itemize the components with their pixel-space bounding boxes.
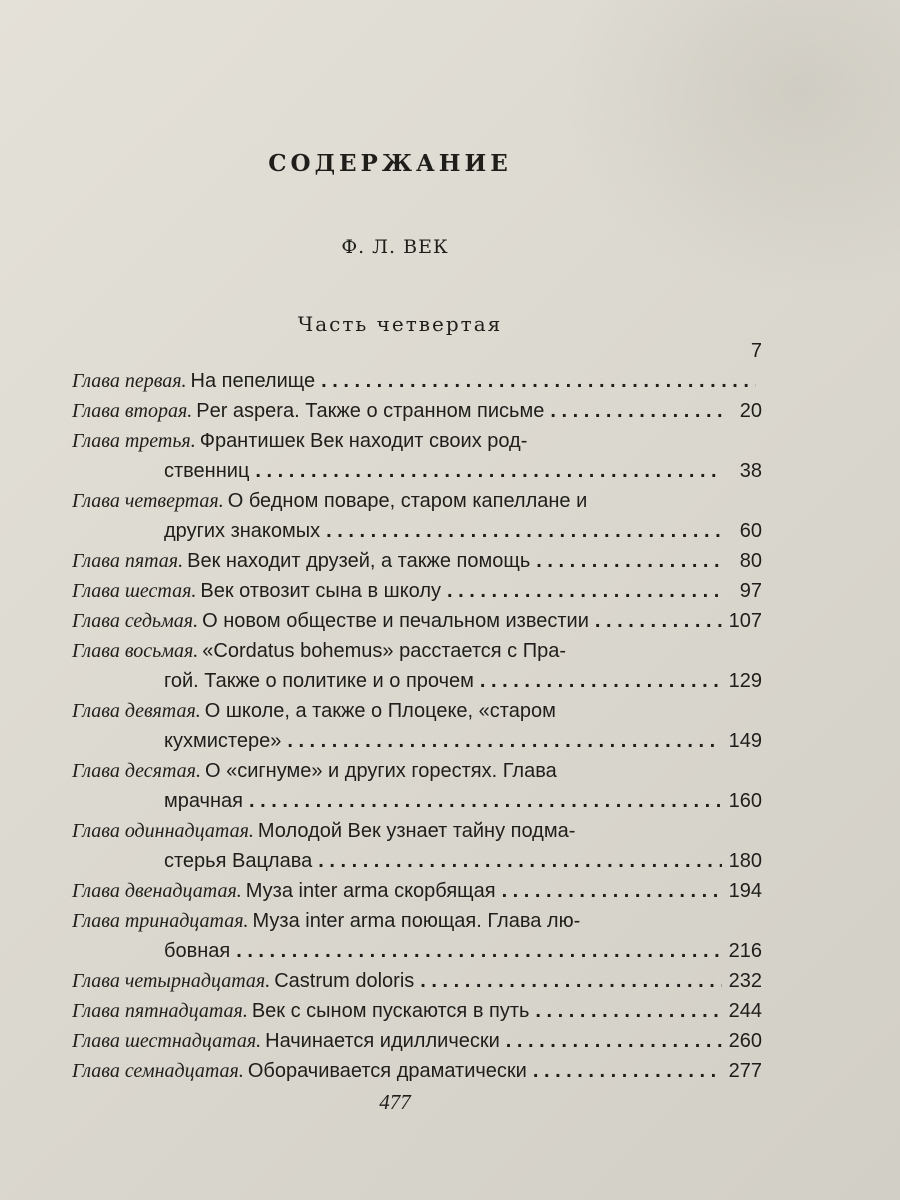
chapter-label: Глава третья.: [72, 430, 196, 452]
toc-entry: [72, 1060, 762, 1090]
author-name: Ф. Л. ВЕК: [341, 236, 449, 258]
toc-line: [72, 790, 762, 820]
leader-dots: [255, 460, 722, 483]
chapter-title: О «сигнуме» и других горестях. Глава: [204, 760, 557, 782]
toc-line: [72, 610, 762, 640]
toc-entry: [72, 490, 762, 550]
toc-page-number: 60: [739, 520, 762, 542]
chapter-title: О новом обществе и печальном известии: [202, 610, 589, 632]
chapter-label: Глава четырнадцатая.: [72, 970, 271, 992]
toc-entry: [72, 880, 762, 910]
chapter-label: Глава одиннадцатая.: [72, 820, 254, 842]
toc-line: [72, 520, 762, 550]
chapter-title: гой. Также о политике и о прочем: [164, 670, 474, 692]
toc-page-number: 107: [728, 610, 762, 632]
toc-page-number: 277: [728, 1060, 762, 1082]
toc-line: [72, 490, 762, 520]
toc-entry: [72, 550, 762, 580]
toc-entry: [72, 430, 762, 490]
leader-dots: [249, 790, 722, 813]
leader-dots: [533, 1060, 722, 1083]
chapter-label: Глава вторая.: [72, 400, 193, 422]
leader-dots: [550, 400, 722, 423]
chapter-label: Глава тринадцатая.: [72, 910, 249, 932]
toc-entry: [72, 580, 762, 610]
toc-entry: [72, 910, 762, 970]
toc-line: [72, 760, 762, 790]
leader-dots: [536, 550, 722, 573]
toc-page-number: 194: [728, 880, 762, 902]
toc-line: [72, 430, 762, 460]
leader-dots: [502, 880, 722, 903]
chapter-label: Глава восьмая.: [72, 640, 199, 662]
toc-page-number: 20: [739, 400, 762, 422]
chapter-title: других знакомых: [164, 520, 321, 542]
contents-heading: СОДЕРЖАНИЕ: [268, 150, 512, 177]
chapter-title: Castrum doloris: [274, 970, 415, 992]
chapter-title: Муза inter arma поющая. Глава лю-: [252, 910, 581, 932]
chapter-title: Оборачивается драматически: [247, 1060, 527, 1082]
toc-line: [72, 820, 762, 850]
chapter-title: О школе, а также о Плоцеке, «старом: [204, 700, 556, 722]
toc-line: [72, 340, 762, 370]
leader-dots: [318, 850, 722, 873]
toc-entry: [72, 1030, 762, 1060]
leader-dots: [506, 1030, 722, 1053]
chapter-title: Век находит друзей, а также помощь: [187, 550, 531, 572]
leader-dots: [321, 370, 756, 393]
chapter-label: Глава семнадцатая.: [72, 1060, 244, 1082]
toc-entry: [72, 1000, 762, 1030]
toc-line: [72, 850, 762, 880]
toc-line: [72, 460, 762, 490]
toc-line: [72, 550, 762, 580]
toc-entry: [72, 700, 762, 760]
chapter-label: Глава первая.: [72, 370, 187, 392]
toc-entry: [72, 820, 762, 880]
toc-page-number: 149: [728, 730, 762, 752]
leader-dots: [595, 610, 722, 633]
table-of-contents: [72, 340, 762, 1090]
toc-entry: [72, 400, 762, 430]
chapter-label: Глава десятая.: [72, 760, 201, 782]
chapter-label: Глава пятнадцатая.: [72, 1000, 248, 1022]
toc-page-number: 180: [728, 850, 762, 872]
chapter-title: Per aspera. Также о странном письме: [196, 400, 545, 422]
toc-line: [72, 730, 762, 760]
chapter-title: Начинается идиллически: [265, 1030, 500, 1052]
leader-dots: [420, 970, 722, 993]
leader-dots: [447, 580, 722, 603]
toc-line: [72, 640, 762, 670]
toc-line: [72, 940, 762, 970]
toc-line: [72, 700, 762, 730]
chapter-title: Век отвозит сына в школу: [200, 580, 442, 602]
toc-page-number: 260: [728, 1030, 762, 1052]
chapter-label: Глава девятая.: [72, 700, 201, 722]
leader-dots: [287, 730, 722, 753]
toc-entry: [72, 640, 762, 700]
toc-line: [72, 580, 762, 610]
chapter-title: Франтишек Век находит своих род-: [199, 430, 528, 452]
chapter-title: Молодой Век узнает тайну подма-: [257, 820, 576, 842]
leader-dots: [535, 1000, 722, 1023]
chapter-title: мрачная: [164, 790, 243, 812]
chapter-title: Век с сыном пускаются в путь: [251, 1000, 530, 1022]
toc-page-number: 232: [728, 970, 762, 992]
toc-page-number: 97: [739, 580, 762, 602]
chapter-label: Глава шестнадцатая.: [72, 1030, 262, 1052]
leader-dots: [236, 940, 722, 963]
toc-entry: [72, 970, 762, 1000]
chapter-title: бовная: [164, 940, 231, 962]
leader-dots: [326, 520, 722, 543]
toc-line: [72, 1030, 762, 1060]
toc-line: [72, 970, 762, 1000]
toc-entry: [72, 610, 762, 640]
chapter-label: Глава пятая.: [72, 550, 184, 572]
toc-page-number: 7: [750, 340, 762, 362]
chapter-label: Глава шестая.: [72, 580, 197, 602]
toc-page-number: 80: [739, 550, 762, 572]
chapter-label: Глава четвертая.: [72, 490, 224, 512]
toc-page-number: 160: [728, 790, 762, 812]
toc-entry: [72, 760, 762, 820]
toc-line: [72, 910, 762, 940]
chapter-title: Муза inter arma скорбящая: [245, 880, 496, 902]
chapter-title: кухмистере»: [164, 730, 282, 752]
chapter-label: Глава седьмая.: [72, 610, 199, 632]
toc-entry: [72, 340, 762, 400]
toc-line: [72, 400, 762, 430]
toc-page-number: 38: [739, 460, 762, 482]
toc-page-number: 129: [728, 670, 762, 692]
toc-page-number: 244: [728, 1000, 762, 1022]
toc-line: [72, 1060, 762, 1090]
chapter-title: На пепелище: [190, 370, 316, 392]
chapter-title: О бедном поваре, старом капеллане и: [227, 490, 588, 512]
chapter-title: стерья Вацлава: [164, 850, 313, 872]
toc-line: [72, 880, 762, 910]
chapter-title: «Cordatus bohemus» расстается с Пра-: [202, 640, 566, 662]
page-number: 477: [379, 1090, 411, 1114]
toc-line: [72, 1000, 762, 1030]
toc-line: [72, 670, 762, 700]
part-title: Часть четвертая: [297, 312, 503, 336]
toc-page-number: 216: [728, 940, 762, 962]
toc-line: [72, 370, 762, 400]
leader-dots: [480, 670, 722, 693]
chapter-label: Глава двенадцатая.: [72, 880, 242, 902]
chapter-title: ственниц: [164, 460, 250, 482]
